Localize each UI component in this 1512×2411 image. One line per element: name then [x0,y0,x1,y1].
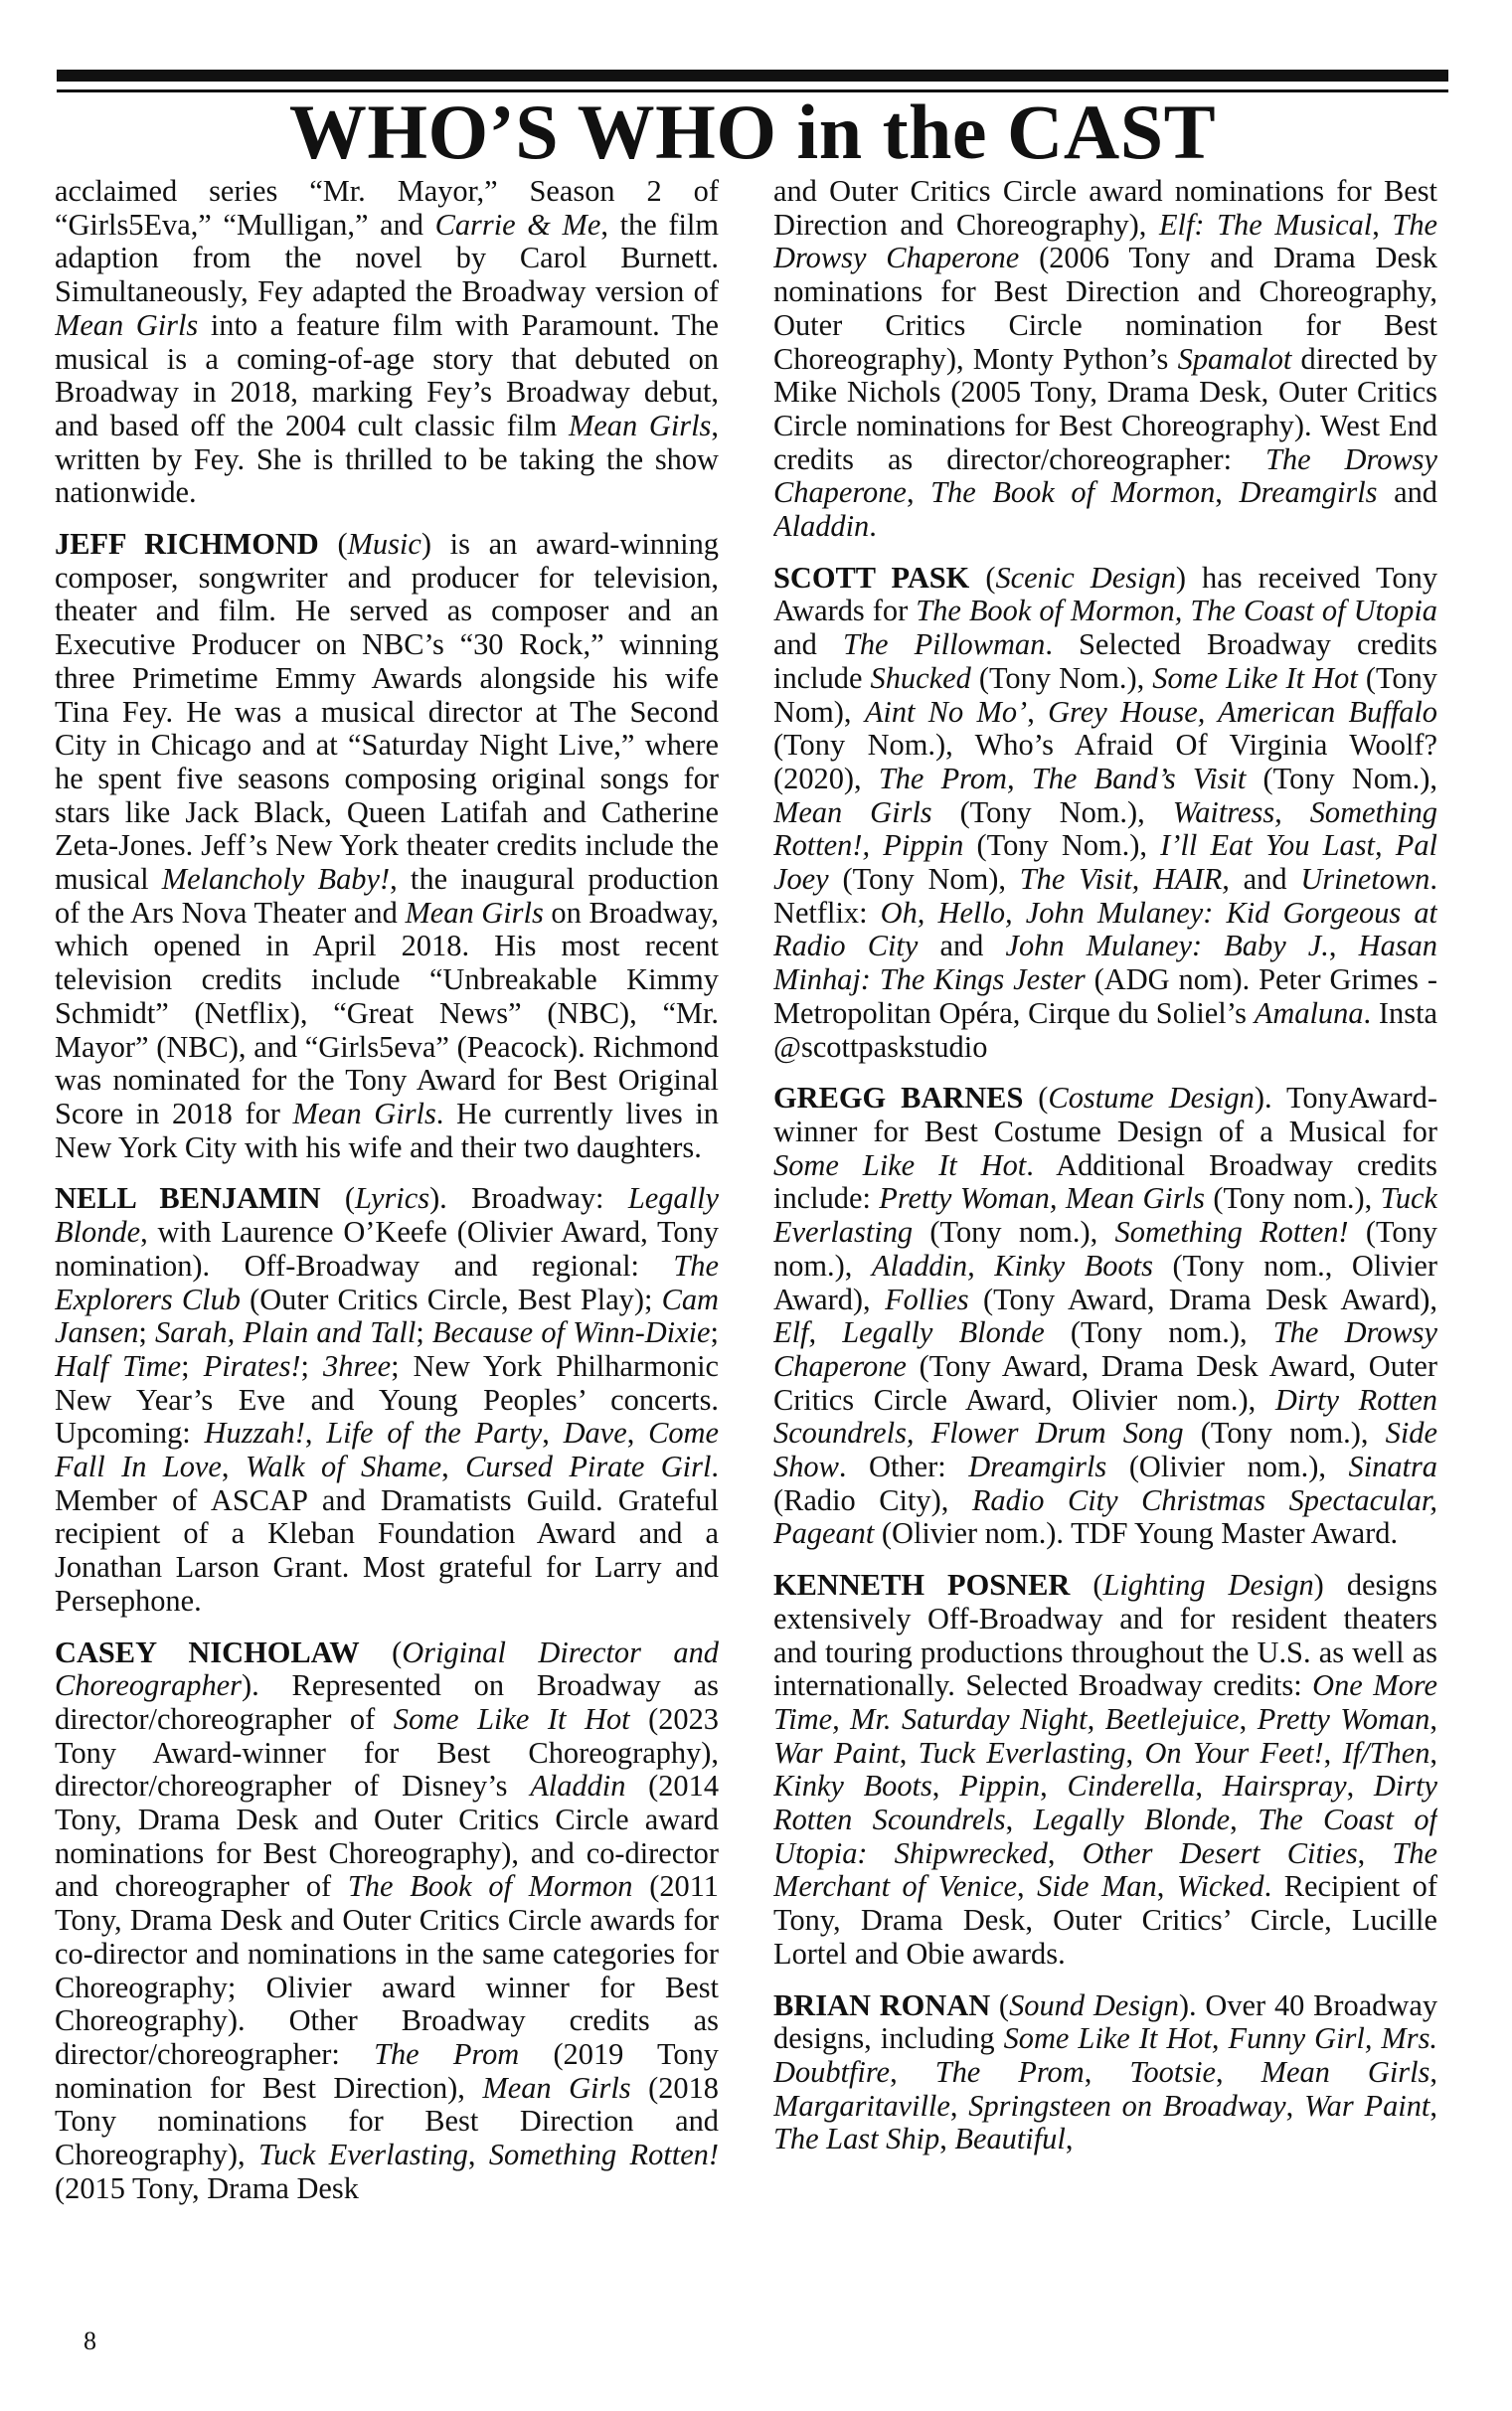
work-title: Beautiful [954,2122,1066,2156]
work-title: Dreamgirls [1239,475,1378,510]
work-title: Elf, Legally Blonde [773,1315,1045,1350]
work-title: The Book of Mormon [347,1869,633,1904]
work-title: Cam Jansen [55,1282,719,1350]
work-title: Pippin [959,1769,1041,1804]
work-title: Melancholy Baby! [161,862,391,897]
work-title: 3hree [323,1348,392,1383]
work-title: Hasan Minhaj: The Kings Jester [773,929,1437,997]
work-title: Walk of Shame [245,1450,442,1484]
work-title: Dave [563,1416,627,1451]
work-title: The Drowsy Chaperone [773,1315,1437,1383]
bio-name: JEFF RICHMOND [55,527,319,562]
work-title: Follies [885,1282,969,1316]
work-title: Carrie & Me [434,207,601,242]
work-title: The Visit, HAIR, [1019,862,1230,897]
work-title: Mean Girls [773,794,932,829]
work-title: Pretty Woman, Mean Girls [879,1181,1205,1216]
work-title: Mean Girls [482,2070,631,2105]
work-title: Cinderella [1067,1769,1196,1804]
work-title: John Mulaney: Baby J. [1005,929,1329,963]
work-title: Margaritaville [773,2088,950,2123]
work-title: Costume Design [1048,1081,1255,1116]
bio-name: CASEY NICHOLAW [55,1635,360,1669]
work-title: Something Rotten! [488,2138,719,2172]
work-title: Legally Blonde [1033,1803,1231,1837]
work-title: Lyrics [354,1181,430,1216]
work-title: Scenic Design [995,560,1176,595]
page-title: WHO’S WHO in the CAST [288,88,1217,175]
work-title: The Explorers Club [55,1248,719,1316]
work-title: Lighting Design [1102,1568,1314,1603]
work-title: Sinatra [1348,1450,1437,1484]
work-title: Some Like It Hot, Funny Girl, Mrs. Doubtfire [773,2021,1437,2089]
work-title: Mean Girls [405,895,544,930]
work-title: Music [347,527,421,562]
work-title: Cursed Pirate Girl [465,1450,712,1484]
work-title: Amaluna [1254,995,1364,1030]
bio-paragraph: GREGG BARNES (Costume Design). TonyAward-winner for Best Costume Design of a Musical for Some Like It Hot. Additional Broadway credits include: Pretty Woman, Mean Girls (Tony nom.), Tuck Everlasting (Tony nom.), Something Rotten! (Tony nom.), Aladdin, Kinky Boots (Tony nom., Olivier Award), Follies (Tony Award, Drama Desk Award), Elf, Legally Blonde (Tony nom.), The Drowsy Chaperone (Tony Award, Drama Desk Award, Outer Critics Circle Award, Olivier nom.), Dirty Rotten Scoundrels, Flower Drum Song (Tony nom.), Side Show. Other: Dreamgirls (Olivier nom.), Sinatra (Radio City), Radio City Christmas Spectacular, Pageant (Olivier nom.). TDF Young Master Award. [773,1081,1437,1551]
work-title: Side Man [1037,1869,1157,1904]
work-title: Half Time [55,1348,182,1383]
work-title: The Prom [934,2054,1085,2089]
work-title: Elf: The Musical [1158,207,1373,242]
left-column [55,175,719,2243]
work-title: Mean Girls [292,1096,436,1130]
work-title: Aladdin [530,1769,626,1804]
work-title: Legally Blonde [55,1181,719,1250]
bio-name: KENNETH POSNER [773,1568,1071,1603]
work-title: Urinetown [1300,862,1430,897]
work-title: Dirty Rotten Scoundrels [773,1769,1437,1837]
work-title: Other Desert Cities [1082,1835,1358,1870]
bio-paragraph: NELL BENJAMIN (Lyrics). Broadway: Legally Blonde, with Laurence O’Keefe (Olivier Award, Tony nomination). Off-Broadway and regional: The Explorers Club (Outer Critics Circle, Best Play); Cam Jansen; Sarah, Plain and Tall; Because of Winn-Dixie; Half Time; Pirates!; 3hree; New York Philharmonic New Year’s Eve and Young Peoples’ concerts. Upcoming: Huzzah!, Life of the Party, Dave, Come Fall In Love, Walk of Shame, Cursed Pirate Girl. Member of ASCAP and Dramatists Guild. Grateful recipient of a Kleban Foundation Award and a Jonathan Larson Grant. Most grateful for Larry and Persephone. [55,1181,719,1618]
work-title: Kinky Boots [773,1769,932,1804]
bio-name: BRIAN RONAN [773,1987,991,2022]
work-title: The Pillowman [842,627,1046,662]
work-title: Aladdin [773,509,870,544]
work-title: The Prom, The Band’s Visit [878,761,1247,795]
work-title: Original Director and Choreographer [55,1635,719,1703]
bio-paragraph: KENNETH POSNER (Lighting Design) designs extensively Off-Broadway and for resident theaters and touring productions throughout the U.S. as well as internationally. Selected Broadway credits: One More Time, Mr. Saturday Night, Beetlejuice, Pretty Woman, War Paint, Tuck Everlasting, On Your Feet!, If/Then, Kinky Boots, Pippin, Cinderella, Hairspray, Dirty Rotten Scoundrels, Legally Blonde, The Coast of Utopia: Shipwrecked, Other Desert Cities, The Merchant of Venice, Side Man, Wicked. Recipient of Tony, Drama Desk, Outer Critics’ Circle, Lucille Lortel and Obie awards. [773,1568,1437,1971]
work-title: Aladdin, Kinky Boots [871,1248,1153,1283]
bio-paragraph: SCOTT PASK (Scenic Design) has received Tony Awards for The Book of Mormon, The Coast of Utopia and The Pillowman. Selected Broadway credits include Shucked (Tony Nom.), Some Like It Hot (Tony Nom), Aint No Mo’, Grey House, American Buffalo (Tony Nom.), Who’s Afraid Of Virginia Woolf? (2020), The Prom, The Band’s Visit (Tony Nom.), Mean Girls (Tony Nom.), Waitress, Something Rotten!, Pippin (Tony Nom.), I’ll Eat You Last, Pal Joey (Tony Nom), The Visit, HAIR, and Urinetown. Netflix: Oh, Hello, John Mulaney: Kid Gorgeous at Radio City and John Mulaney: Baby J., Hasan Minhaj: The Kings Jester (ADG nom). Peter Grimes - Metropolitan Opéra, Cirque du Soliel’s Amaluna. Insta @scottpaskstudio [773,560,1437,1064]
work-title: Grey House, American Buffalo [1048,694,1437,729]
work-title: If/Then [1342,1735,1430,1770]
work-title: Waitress, Something Rotten!, Pippin [773,794,1437,863]
work-title: Mean Girls [55,307,199,342]
work-title: Tuck Everlasting [773,1181,1437,1250]
work-title: Pretty Woman [1257,1701,1430,1736]
work-title: War Paint [773,1735,900,1770]
work-title: Huzzah! [204,1416,305,1451]
work-title: Pirates! [203,1348,301,1383]
work-title: The Drowsy Chaperone [773,441,1437,510]
work-title: Oh, Hello, John Mulaney: Kid Gorgeous at Radio City [773,895,1437,963]
work-title: Life of the Party [326,1416,543,1451]
work-title: Tuck Everlasting [918,1735,1126,1770]
header-rule-thick [57,70,1448,82]
work-title: Tuck Everlasting [257,2138,468,2172]
work-title: War Paint [1304,2088,1430,2123]
bio-paragraph: acclaimed series “Mr. Mayor,” Season 2 of “Girls5Eva,” “Mulligan,” and Carrie & Me, the film adaption from the novel by Carol Burnett. Simultaneously, Fey adapted the Broadway version of Mean Girls into a feature film with Paramount. The musical is a coming-of-age story that debuted on Broadway in 2018, marking Fey’s Broadway debut, and based off the 2004 cult classic film Mean Girls, written by Fey. She is thrilled to be taking the show nationwide. [55,175,719,510]
work-title: Tootsie [1129,2054,1217,2089]
work-title: The Coast of Utopia: Shipwrecked [773,1803,1437,1870]
work-title: The Merchant of Venice [773,1835,1437,1904]
work-title: On Your Feet! [1144,1735,1324,1770]
work-title: One More Time, Mr. Saturday Night, Beetlejuice [773,1668,1437,1736]
work-title: Radio City Christmas Spectacular, Pageant [773,1482,1437,1551]
work-title: Some Like It Hot [393,1701,630,1736]
work-title: Spamalot [1177,341,1292,376]
work-title: Dreamgirls [968,1450,1107,1484]
work-title: The Drowsy Chaperone [773,207,1437,275]
bio-name: NELL BENJAMIN [55,1181,321,1216]
work-title: The Prom [374,2036,520,2071]
bio-paragraph: JEFF RICHMOND (Music) is an award-winning composer, songwriter and producer for television, theater and film. He served as composer and an Executive Producer on NBC’s “30 Rock,” winning three Primetime Emmy Awards alongside his wife Tina Fey. He was a musical director at The Second City in Chicago and at “Saturday Night Live,” where he spent five seasons composing original songs for stars like Jack Black, Queen Latifah and Catherine Zeta-Jones. Jeff’s New York theater credits include the musical Melancholy Baby!, the inaugural production of the Ars Nova Theater and Mean Girls on Broadway, which opened in April 2018. His most recent television credits include “Unbreakable Kimmy Schmidt” (Netflix), “Great News” (NBC), “Mr. Mayor” (NBC), and “Girls5eva” (Peacock). Richmond was nominated for the Tony Award for Best Original Score in 2018 for Mean Girls. He currently lives in New York City with his wife and their two daughters. [55,527,719,1164]
bio-name: GREGG BARNES [773,1081,1024,1116]
work-title: Hairspray [1222,1769,1347,1804]
work-title: Sarah, Plain and Tall [155,1315,417,1350]
work-title: Sound Design [1009,1987,1179,2022]
work-title: Mean Girls [568,408,712,442]
page-number: 8 [84,2326,96,2355]
work-title: Some Like It Hot [773,1147,1027,1182]
bio-paragraph: BRIAN RONAN (Sound Design). Over 40 Broadway designs, including Some Like It Hot, Funny Girl, Mrs. Doubtfire, The Prom, Tootsie, Mean Girls, Margaritaville, Springsteen on Broadway, War Paint, The Last Ship, Beautiful, [773,1987,1437,2156]
work-title: I’ll Eat You Last, Pal Joey [773,828,1437,897]
work-title: Springsteen on Broadway [968,2088,1286,2123]
work-title: Wicked [1176,1869,1264,1904]
work-title: The Book of Mormon, The Coast of Utopia [916,594,1437,628]
work-title: Mean Girls [1260,2054,1430,2089]
bio-paragraph: and Outer Critics Circle award nominations for Best Direction and Choreography), Elf: The Musical, The Drowsy Chaperone (2006 Tony and Drama Desk nominations for Best Direction and Choreography, Outer Critics Circle nomination for Best Choreography), Monty Python’s Spamalot directed by Mike Nichols (2005 Tony, Drama Desk, Outer Critics Circle nominations for Best Choreography). West End credits as director/choreographer: The Drowsy Chaperone, The Book of Mormon, Dreamgirls and Aladdin. [773,175,1437,544]
right-column [773,175,1437,2243]
work-title: Dirty Rotten Scoundrels, Flower Drum Song [773,1382,1437,1451]
work-title: The Book of Mormon [930,475,1216,510]
work-title: Some Like It Hot [1152,660,1358,695]
work-title: Come Fall In Love [55,1416,719,1484]
bio-name: SCOTT PASK [773,560,970,595]
work-title: Because of Winn-Dixie [431,1315,711,1350]
work-title: Side Show [773,1416,1437,1484]
work-title: Aint No Mo’ [864,694,1028,729]
bio-paragraph: CASEY NICHOLAW (Original Director and Choreographer). Represented on Broadway as director/choreographer of Some Like It Hot (2023 Tony Award-winner for Best Choreography), director/choreographer of Disney’s Aladdin (2014 Tony, Drama Desk and Outer Critics Circle award nominations for Best Choreography), and co-director and choreographer of The Book of Mormon (2011 Tony, Drama Desk and Outer Critics Circle awards for co-director and nominations in the same categories for Choreography; Olivier award winner for Best Choreography). Other Broadway credits as director/choreographer: The Prom (2019 Tony nomination for Best Direction), Mean Girls (2018 Tony nominations for Best Direction and Choreography), Tuck Everlasting, Something Rotten! (2015 Tony, Drama Desk [55,1635,719,2205]
work-title: The Last Ship [773,2122,940,2156]
work-title: Shucked [870,660,971,695]
work-title: Something Rotten! [1114,1215,1349,1250]
